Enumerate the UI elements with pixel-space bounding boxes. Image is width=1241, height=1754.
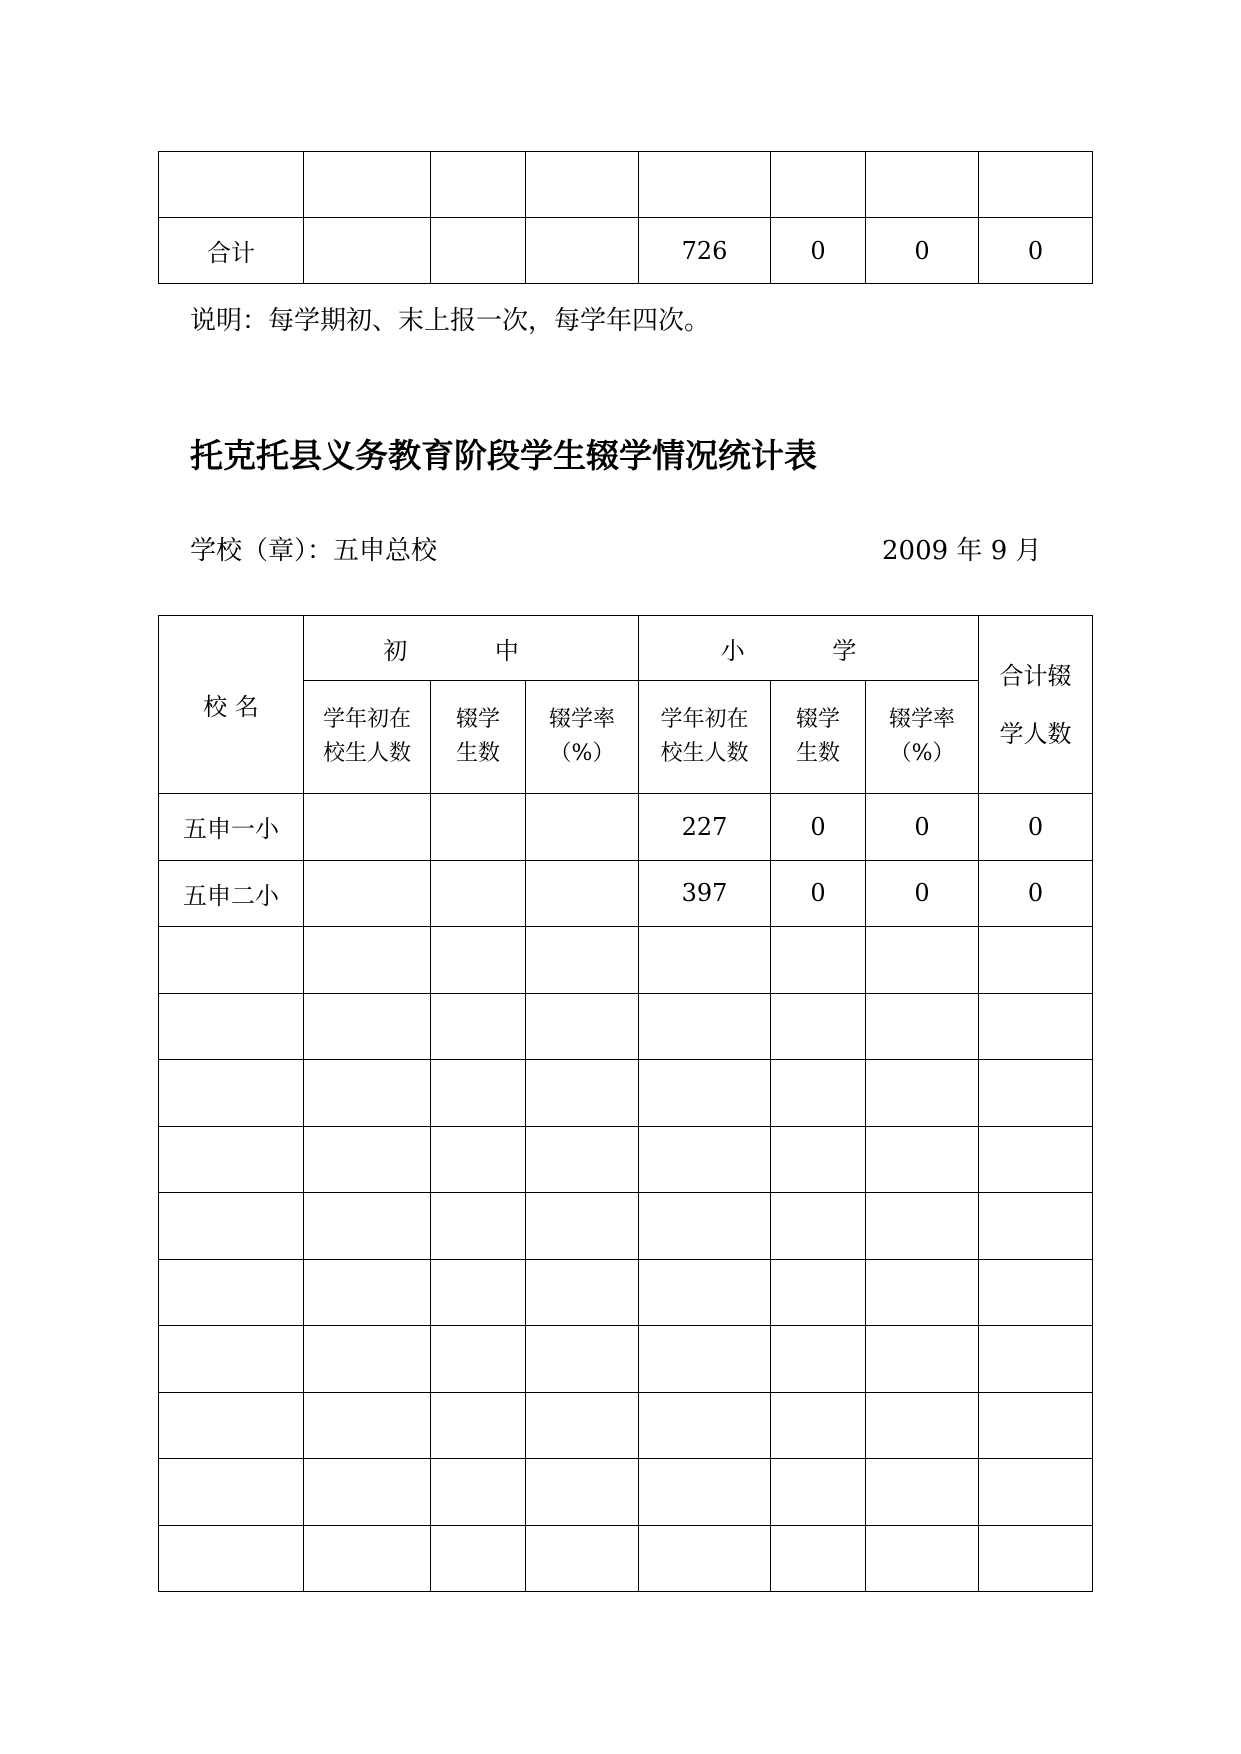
school-name-cell xyxy=(159,1126,304,1193)
value-cell: 0 xyxy=(979,860,1093,927)
value-cell xyxy=(771,1126,866,1193)
table-row xyxy=(159,993,1093,1060)
cell: 726 xyxy=(639,218,771,284)
value-cell xyxy=(979,1459,1093,1526)
value-cell xyxy=(639,1060,771,1127)
value-cell xyxy=(866,1193,979,1260)
value-cell: 0 xyxy=(771,860,866,927)
empty-row xyxy=(159,152,1093,218)
school-label: 学校（章）：五申总校 xyxy=(190,536,438,566)
value-cell xyxy=(639,1326,771,1393)
value-cell xyxy=(526,1525,639,1592)
cell: 0 xyxy=(771,218,866,284)
school-name-cell xyxy=(159,1259,304,1326)
value-cell xyxy=(771,1259,866,1326)
value-cell xyxy=(431,1060,526,1127)
value-cell xyxy=(866,1259,979,1326)
value-cell xyxy=(771,1060,866,1127)
value-cell xyxy=(304,1392,431,1459)
value-cell xyxy=(639,1193,771,1260)
table-row xyxy=(159,1126,1093,1193)
school-name-cell: 五申二小 xyxy=(159,860,304,927)
header-primary-school: 小 学 xyxy=(639,616,979,681)
school-name-cell xyxy=(159,993,304,1060)
value-cell xyxy=(639,1525,771,1592)
value-cell xyxy=(639,993,771,1060)
sub-header-line: 校生人数 xyxy=(660,741,749,766)
page-title: 托克托县义务教育阶段学生辍学情况统计表 xyxy=(190,436,817,475)
sub-header xyxy=(866,681,979,794)
value-cell xyxy=(866,1392,979,1459)
value-cell xyxy=(526,1459,639,1526)
value-cell xyxy=(771,927,866,994)
value-cell xyxy=(866,1525,979,1592)
value-cell xyxy=(979,927,1093,994)
value-cell xyxy=(979,1326,1093,1393)
value-cell xyxy=(431,927,526,994)
value-cell xyxy=(866,1060,979,1127)
cell xyxy=(431,218,526,284)
sub-header-line: （%） xyxy=(549,741,615,766)
value-cell xyxy=(304,1126,431,1193)
cell: 0 xyxy=(979,218,1093,284)
value-cell xyxy=(979,993,1093,1060)
total-label: 合计 xyxy=(159,218,304,284)
value-cell xyxy=(431,1525,526,1592)
value-cell xyxy=(431,1259,526,1326)
header-line: 合计辍 xyxy=(999,661,1072,690)
header-middle-school: 初 中 xyxy=(304,616,639,681)
value-cell xyxy=(304,1459,431,1526)
header-school-name: 校 名 xyxy=(159,616,304,794)
value-cell xyxy=(526,1326,639,1393)
table-row xyxy=(159,1392,1093,1459)
value-cell xyxy=(979,1060,1093,1127)
sub-header-line: 学年初在 xyxy=(322,707,411,732)
sub-header-line: 辍学率 xyxy=(549,707,616,732)
value-cell xyxy=(866,1326,979,1393)
value-cell xyxy=(979,1392,1093,1459)
value-cell xyxy=(526,1126,639,1193)
school-name-cell xyxy=(159,1459,304,1526)
value-cell xyxy=(771,1392,866,1459)
value-cell xyxy=(304,794,431,861)
value-cell xyxy=(639,1459,771,1526)
value-cell: 0 xyxy=(979,794,1093,861)
value-cell xyxy=(431,1392,526,1459)
school-name-cell xyxy=(159,1392,304,1459)
school-name-cell xyxy=(159,1060,304,1127)
school-name-cell xyxy=(159,1525,304,1592)
value-cell xyxy=(771,1459,866,1526)
note-text: 说明：每学期初、末上报一次，每学年四次。 xyxy=(190,306,711,336)
sub-header-line: 生数 xyxy=(455,741,500,766)
cell: 0 xyxy=(866,218,979,284)
sub-header xyxy=(304,681,431,794)
value-cell xyxy=(526,794,639,861)
value-cell xyxy=(526,860,639,927)
value-cell xyxy=(639,1259,771,1326)
table-row xyxy=(159,794,1093,861)
table-row xyxy=(159,1259,1093,1326)
value-cell xyxy=(771,1193,866,1260)
cell xyxy=(304,218,431,284)
value-cell: 227 xyxy=(639,794,771,861)
value-cell xyxy=(526,1259,639,1326)
table-row xyxy=(159,1459,1093,1526)
value-cell xyxy=(526,1193,639,1260)
previous-table xyxy=(158,151,1093,284)
value-cell xyxy=(866,1459,979,1526)
value-cell xyxy=(431,1193,526,1260)
value-cell xyxy=(979,1126,1093,1193)
sub-header-line: 辍学率 xyxy=(889,707,956,732)
school-name-cell: 五申一小 xyxy=(159,794,304,861)
value-cell xyxy=(979,1525,1093,1592)
value-cell xyxy=(639,927,771,994)
sub-header-line: 辍学 xyxy=(455,707,500,732)
date-label: 2009 年 9 月 xyxy=(882,536,1042,566)
sub-header xyxy=(526,681,639,794)
sub-header-line: 学年初在 xyxy=(660,707,749,732)
value-cell xyxy=(526,1060,639,1127)
school-name-cell xyxy=(159,927,304,994)
value-cell: 0 xyxy=(771,794,866,861)
value-cell xyxy=(771,1525,866,1592)
school-name-cell xyxy=(159,1326,304,1393)
header-total-dropout xyxy=(979,616,1093,794)
value-cell: 0 xyxy=(866,860,979,927)
value-cell xyxy=(431,1459,526,1526)
table-row xyxy=(159,1525,1093,1592)
value-cell xyxy=(304,927,431,994)
value-cell xyxy=(304,1193,431,1260)
value-cell xyxy=(526,1392,639,1459)
sub-header xyxy=(431,681,526,794)
value-cell xyxy=(639,1392,771,1459)
value-cell xyxy=(866,993,979,1060)
sub-header xyxy=(771,681,866,794)
value-cell xyxy=(431,860,526,927)
sub-header-line: 辍学 xyxy=(796,707,841,732)
dropout-table xyxy=(158,615,1093,1592)
value-cell xyxy=(431,794,526,861)
header-line: 学人数 xyxy=(999,719,1072,748)
sub-header-line: （%） xyxy=(889,741,955,766)
sub-header-line: 生数 xyxy=(796,741,841,766)
value-cell xyxy=(304,993,431,1060)
value-cell xyxy=(771,1326,866,1393)
value-cell xyxy=(304,1326,431,1393)
value-cell: 0 xyxy=(866,794,979,861)
value-cell xyxy=(526,993,639,1060)
table-row xyxy=(159,1060,1093,1127)
value-cell xyxy=(431,1126,526,1193)
value-cell xyxy=(431,1326,526,1393)
cell xyxy=(526,218,639,284)
sub-header-line: 校生人数 xyxy=(322,741,411,766)
value-cell xyxy=(431,993,526,1060)
value-cell xyxy=(866,927,979,994)
value-cell xyxy=(304,860,431,927)
value-cell: 397 xyxy=(639,860,771,927)
value-cell xyxy=(639,1126,771,1193)
table-row xyxy=(159,927,1093,994)
value-cell xyxy=(304,1259,431,1326)
value-cell xyxy=(771,993,866,1060)
total-row xyxy=(159,218,1093,284)
value-cell xyxy=(866,1126,979,1193)
value-cell xyxy=(979,1193,1093,1260)
table-row xyxy=(159,1193,1093,1260)
table-row xyxy=(159,1326,1093,1393)
sub-header xyxy=(639,681,771,794)
value-cell xyxy=(304,1060,431,1127)
value-cell xyxy=(526,927,639,994)
value-cell xyxy=(304,1525,431,1592)
school-name-cell xyxy=(159,1193,304,1260)
value-cell xyxy=(979,1259,1093,1326)
table-row xyxy=(159,860,1093,927)
